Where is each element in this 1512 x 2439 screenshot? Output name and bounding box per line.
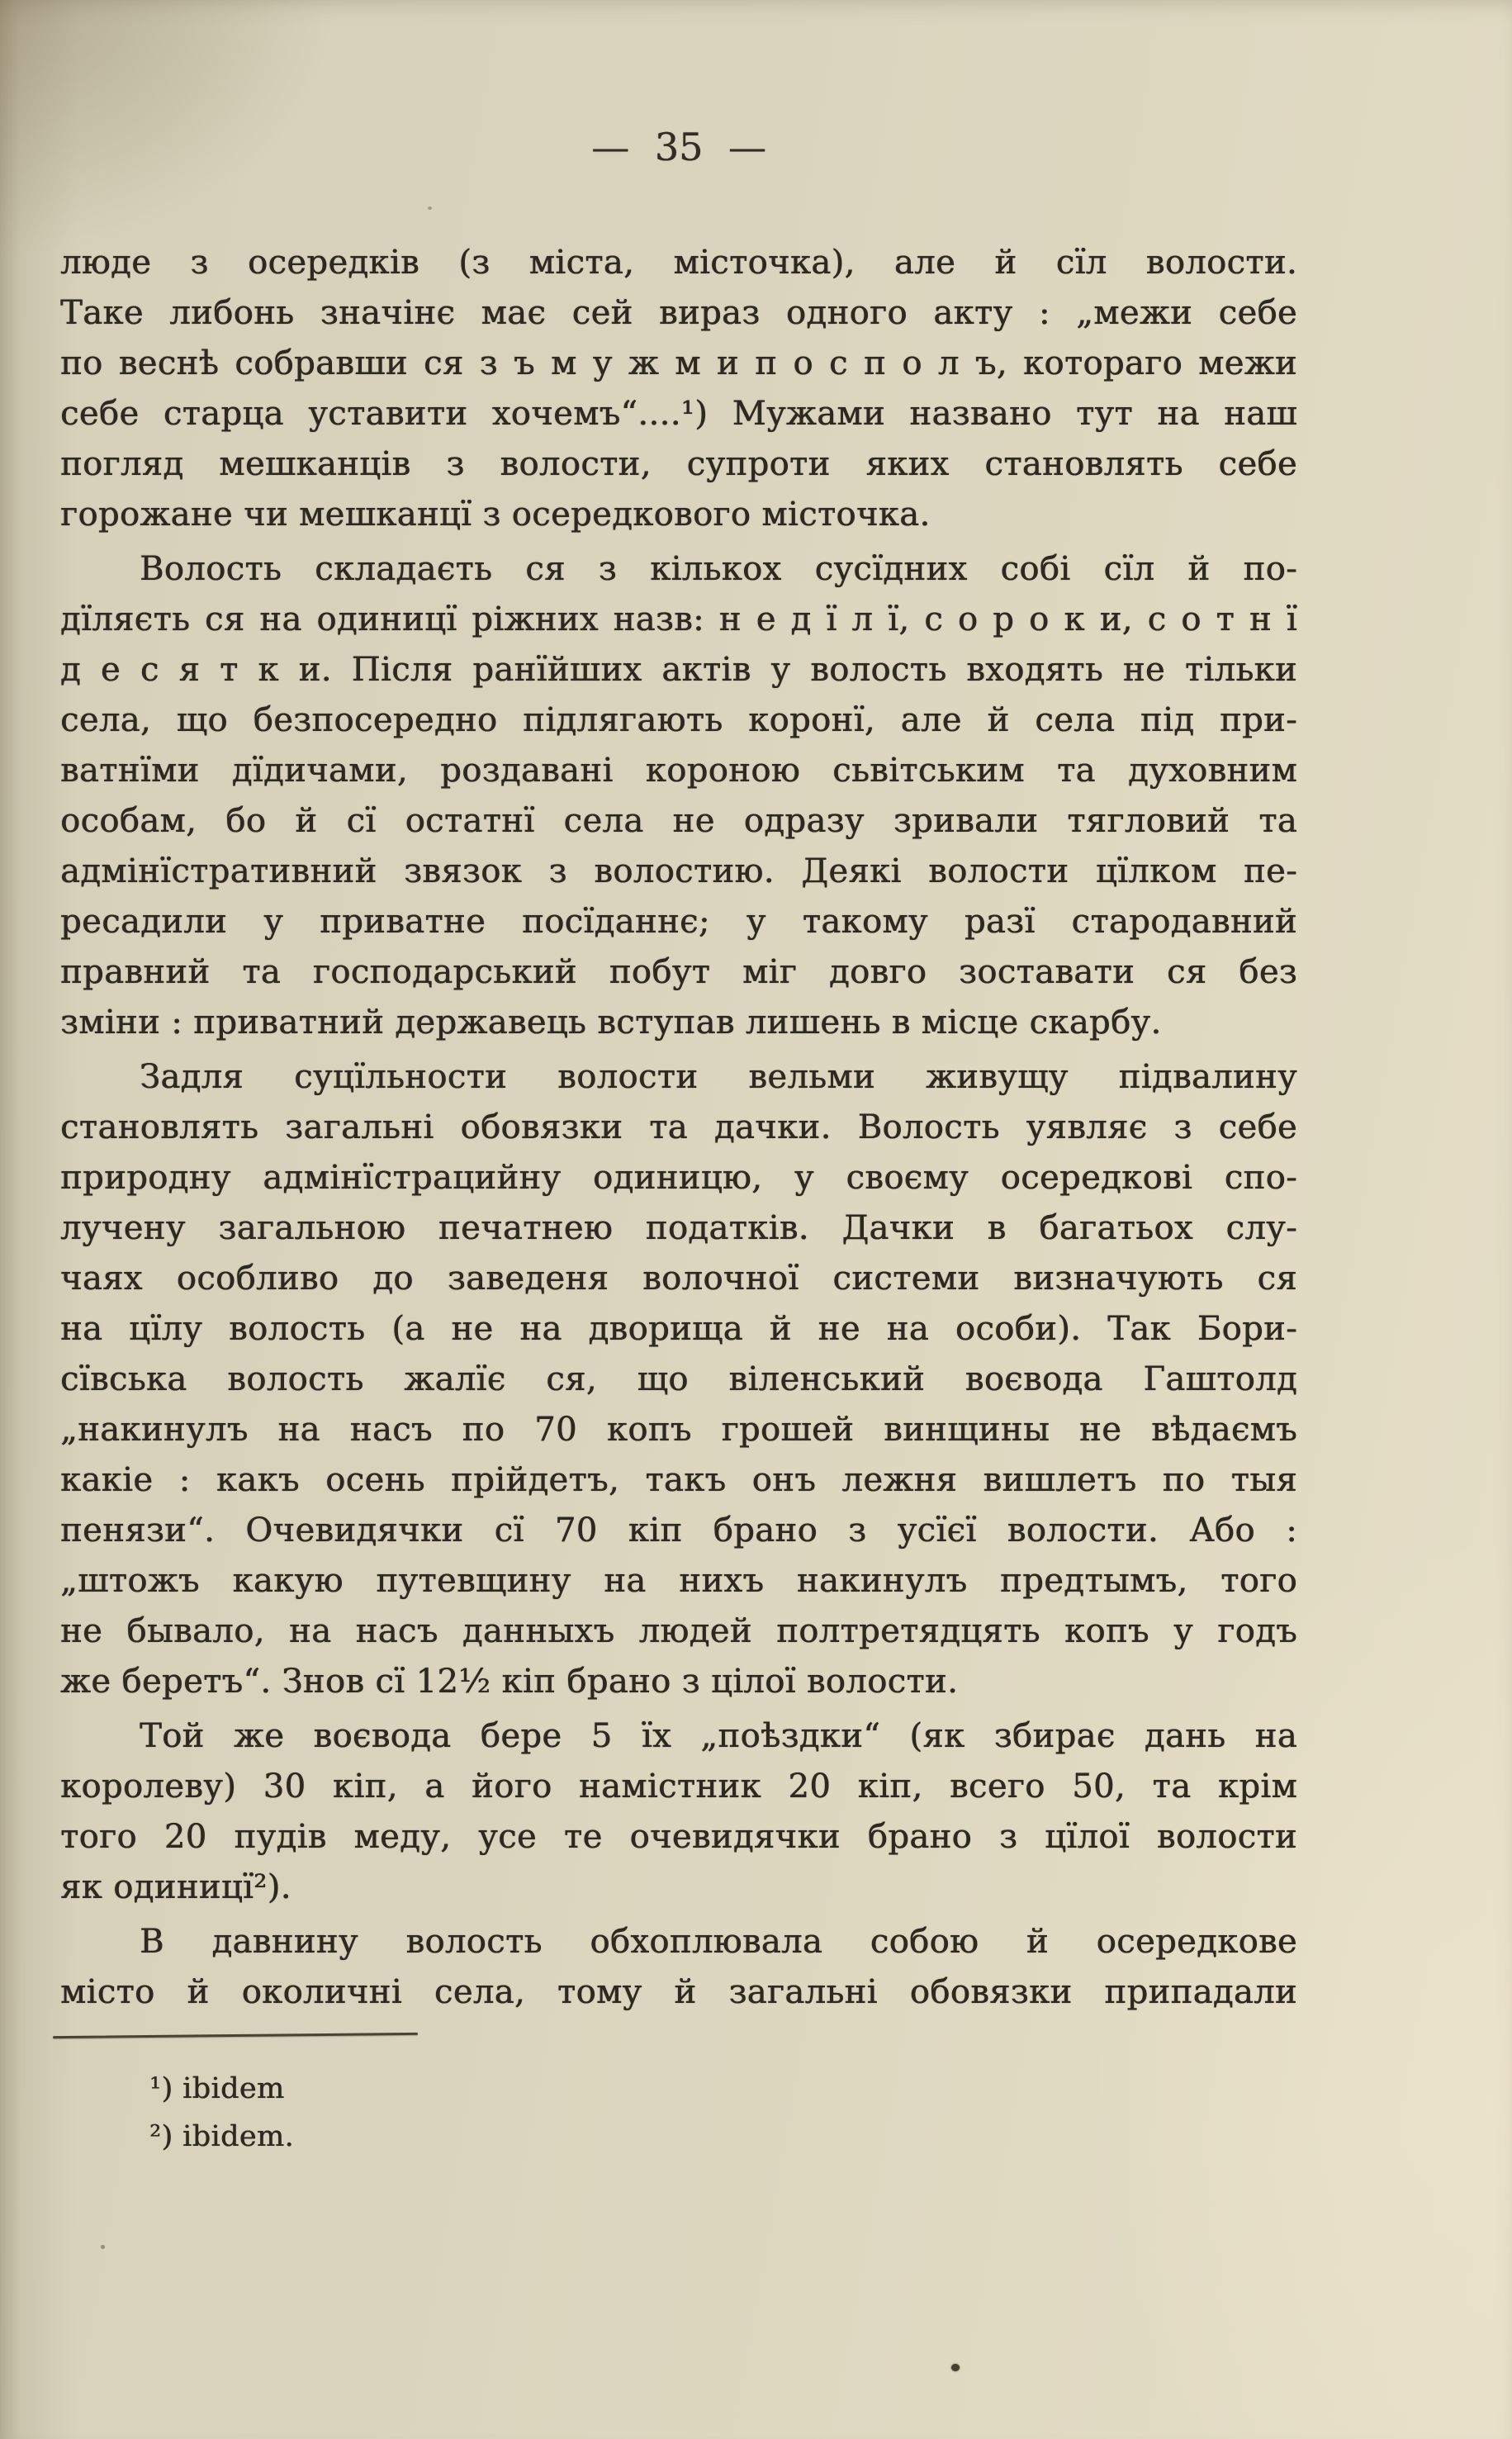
text-line: Задля суцїльности волости вельми живущу підвалину — [140, 1058, 1297, 1096]
ink-speck — [101, 2245, 105, 2249]
text-line: становлять загальні обовязки та дачки. Волость уявляє з себе — [60, 1108, 1297, 1146]
page-number-header: — 35 — — [591, 125, 766, 169]
text-line: як одиницї²). — [60, 1868, 291, 1906]
text-line: королеву) 30 кіп, а його намістник 20 кіп, всего 50, та крім — [60, 1768, 1297, 1806]
text-line: какіе : какъ осень прійдетъ, такъ онъ лежня вишлетъ по тыя — [60, 1461, 1297, 1499]
text-line: села, що безпосередно підлягають коронї, але й села під при- — [60, 701, 1297, 739]
text-line: не бывало, на насъ данныхъ людей полтретядцять копъ у годъ — [60, 1612, 1297, 1650]
text-line: В давнину волость обхоплювала собою й осередкове — [140, 1923, 1297, 1961]
paragraph — [60, 544, 1297, 1048]
text-line: себе старца уставити хочемъ“....¹) Мужами названо тут на наш — [60, 395, 1297, 433]
text-line: ресадили у приватне посїданнє; у такому разї стародавний — [60, 903, 1297, 941]
text-line: природну адмінїстрацийну одиницю, у своєму осередкові спо- — [60, 1159, 1297, 1197]
text-line: Той же воєвода бере 5 їх „поѣздки“ (як збирає дань на — [140, 1717, 1297, 1755]
footnote: ¹) ibidem — [149, 2072, 285, 2105]
text-line: по веснѣ собравши ся з ъ м у ж м и п о с п о л ъ, котораго межи — [60, 344, 1297, 382]
text-line: особам, бо й сї остатнї села не одразу зривали тягловий та — [60, 802, 1297, 840]
text-line: Таке либонь значінє має сей вираз одного акту : „межи себе — [60, 294, 1297, 332]
text-line: погляд мешканців з волости, супроти яких становлять себе — [60, 445, 1297, 483]
paragraph — [60, 1711, 1297, 1913]
text-line: дїляєть ся на одиницї ріжних назв: н е д ї л ї, с о р о к и, с о т н ї — [60, 600, 1297, 638]
text-line: лучену загальною печатнею податків. Дачки в багатьох слу- — [60, 1209, 1297, 1247]
text-line: ватнїми дїдичами, роздавані короною сьвітським та духовним — [60, 752, 1297, 790]
text-line: же беретъ“. Знов сї 12½ кіп брано з цілої волости. — [60, 1663, 959, 1701]
text-line: пенязи“. Очевидячки сї 70 кіп брано з усїєї волости. Або : — [60, 1511, 1297, 1549]
text-line: сївська волость жалїє ся, що віленський воєвода Гаштолд — [60, 1360, 1297, 1398]
text-line: чаях особливо до заведеня волочної системи визначують ся — [60, 1260, 1297, 1298]
text-line: люде з осередків (з міста, місточка), але й сїл волости. — [60, 244, 1297, 282]
footnote: ²) ibidem. — [149, 2120, 295, 2153]
text-line: „штожъ какую путевщину на нихъ накинулъ предтымъ, того — [60, 1562, 1297, 1600]
footnotes — [60, 2065, 803, 2161]
text-line: того 20 пудів меду, усе те очевидячки брано з цїлої волости — [60, 1818, 1297, 1856]
text-line: на цїлу волость (а не на дворища й не на особи). Так Бори- — [60, 1310, 1297, 1348]
text-line: місто й околичні села, тому й загальні обовязки припадали — [60, 1973, 1297, 2011]
text-block — [60, 238, 1297, 2018]
footnote-separator-rule — [53, 2033, 418, 2038]
text-line: „накинулъ на насъ по 70 копъ грошей винщины не вѣдаємъ — [60, 1411, 1297, 1449]
text-line: д е с я т к и. Після ранїйших актів у волость входять не тільки — [60, 651, 1297, 689]
ink-speck — [428, 206, 432, 210]
text-line: горожане чи мешканцї з осередкового місточка. — [60, 496, 931, 534]
text-line: Волость складаєть ся з кількох сусїдних собі сїл й по- — [140, 550, 1297, 588]
paragraph — [60, 238, 1297, 540]
text-line: зміни : приватний державець вступав лишень в місце скарбу. — [60, 1004, 1162, 1042]
text-line: правний та господарський побут міг довго зоставати ся без — [60, 953, 1297, 991]
paragraph — [60, 1917, 1297, 2018]
paragraph — [60, 1052, 1297, 1707]
text-line: адмінїстративний звязок з волостию. Деякі волости цїлком пе- — [60, 852, 1297, 890]
ink-speck — [951, 2364, 960, 2371]
